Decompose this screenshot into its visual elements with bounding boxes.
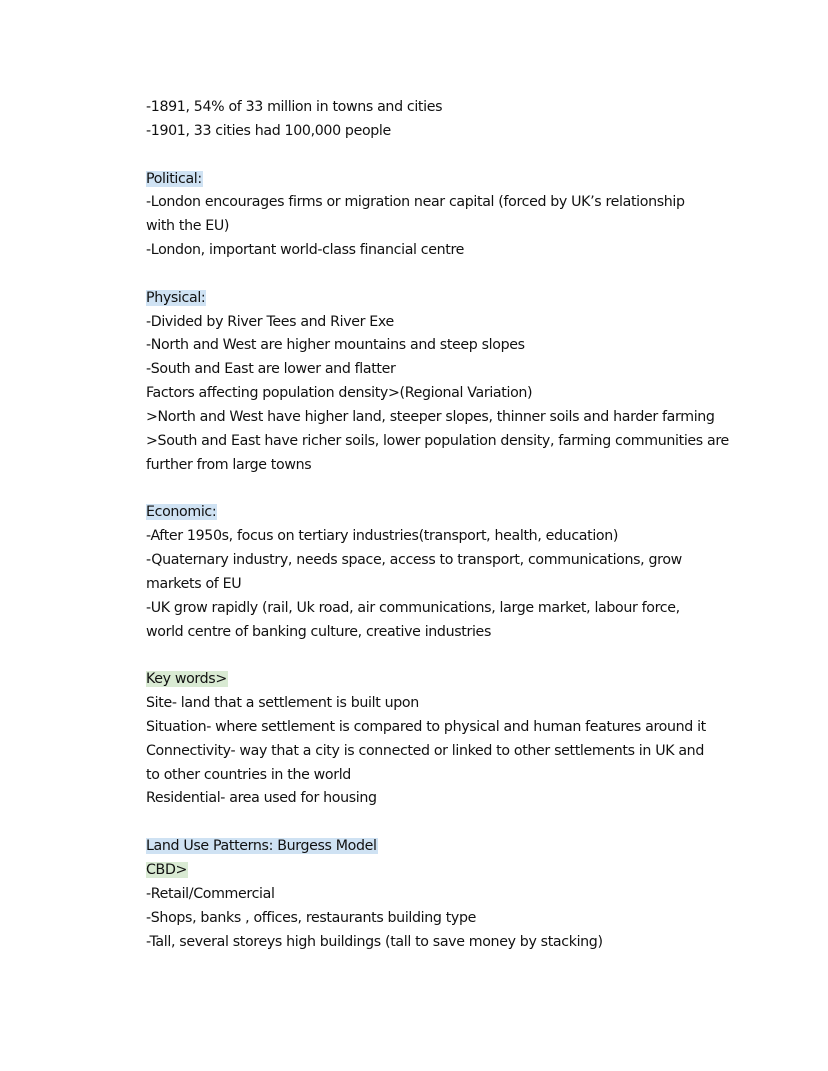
line-text: -London encourages firms or migration near capital (forced by UK’s relationship bbox=[146, 194, 685, 211]
text-line bbox=[146, 549, 766, 573]
section-heading: Physical: bbox=[146, 289, 206, 306]
line-text: Factors affecting population density>(Regional Variation) bbox=[146, 385, 533, 402]
text-line bbox=[146, 740, 766, 764]
line-text: -Divided by River Tees and River Exe bbox=[146, 313, 394, 330]
section-heading-line bbox=[146, 168, 766, 192]
text-line bbox=[146, 96, 766, 120]
blank-line bbox=[146, 478, 766, 502]
text-line bbox=[146, 764, 766, 788]
text-line bbox=[146, 334, 766, 358]
line-text: -Retail/Commercial bbox=[146, 885, 275, 902]
line-text: further from large towns bbox=[146, 456, 312, 473]
blank-line bbox=[146, 144, 766, 168]
text-line bbox=[146, 382, 766, 406]
blank-line bbox=[146, 644, 766, 668]
text-line bbox=[146, 597, 766, 621]
text-line bbox=[146, 692, 766, 716]
line-text: -North and West are higher mountains and steep slopes bbox=[146, 337, 525, 354]
text-line bbox=[146, 907, 766, 931]
line-text: world centre of banking culture, creative industries bbox=[146, 623, 491, 640]
line-text: >South and East have richer soils, lower population density, farming communities are bbox=[146, 432, 729, 449]
section-heading: Key words> bbox=[146, 671, 227, 688]
line-text: with the EU) bbox=[146, 218, 230, 235]
section-heading-line bbox=[146, 835, 766, 859]
line-text: markets of EU bbox=[146, 575, 242, 592]
line-text: -UK grow rapidly (rail, Uk road, air communications, large market, labour force, bbox=[146, 599, 680, 616]
line-text: -1901, 33 cities had 100,000 people bbox=[146, 122, 391, 139]
line-text: to other countries in the world bbox=[146, 766, 351, 783]
text-line bbox=[146, 883, 766, 907]
line-text: -South and East are lower and flatter bbox=[146, 361, 396, 378]
line-text: -Tall, several storeys high buildings (tall to save money by stacking) bbox=[146, 933, 603, 950]
blank-line bbox=[146, 811, 766, 835]
section-heading: Land Use Patterns: Burgess Model bbox=[146, 838, 377, 855]
text-line bbox=[146, 525, 766, 549]
line-text: -Shops, banks , offices, restaurants building type bbox=[146, 909, 476, 926]
line-text: >North and West have higher land, steeper slopes, thinner soils and harder farming bbox=[146, 408, 715, 425]
text-line bbox=[146, 311, 766, 335]
text-line bbox=[146, 931, 766, 955]
section-heading: CBD> bbox=[146, 862, 188, 878]
text-line bbox=[146, 454, 766, 478]
line-text: Situation- where settlement is compared to physical and human features around it bbox=[146, 718, 706, 735]
text-line bbox=[146, 621, 766, 645]
line-text: -After 1950s, focus on tertiary industries(transport, health, education) bbox=[146, 528, 619, 545]
text-line bbox=[146, 239, 766, 263]
text-line bbox=[146, 215, 766, 239]
line-text: Connectivity- way that a city is connected or linked to other settlements in UK and bbox=[146, 742, 704, 759]
document-body bbox=[146, 96, 766, 954]
section-heading: Economic: bbox=[146, 504, 217, 521]
line-text: -1891, 54% of 33 million in towns and cities bbox=[146, 99, 443, 115]
text-line bbox=[146, 191, 766, 215]
section-heading-line bbox=[146, 859, 766, 883]
section-heading-line bbox=[146, 501, 766, 525]
line-text: -Quaternary industry, needs space, access to transport, communications, grow bbox=[146, 552, 682, 569]
blank-line bbox=[146, 263, 766, 287]
text-line bbox=[146, 358, 766, 382]
section-heading: Political: bbox=[146, 170, 202, 187]
line-text: Site- land that a settlement is built upon bbox=[146, 695, 419, 712]
text-line bbox=[146, 406, 766, 430]
section-heading-line bbox=[146, 668, 766, 692]
text-line bbox=[146, 573, 766, 597]
text-line bbox=[146, 787, 766, 811]
section-heading-line bbox=[146, 287, 766, 311]
line-text: Residential- area used for housing bbox=[146, 790, 377, 807]
text-line bbox=[146, 716, 766, 740]
text-line bbox=[146, 430, 766, 454]
text-line bbox=[146, 120, 766, 144]
line-text: -London, important world-class financial centre bbox=[146, 242, 465, 259]
